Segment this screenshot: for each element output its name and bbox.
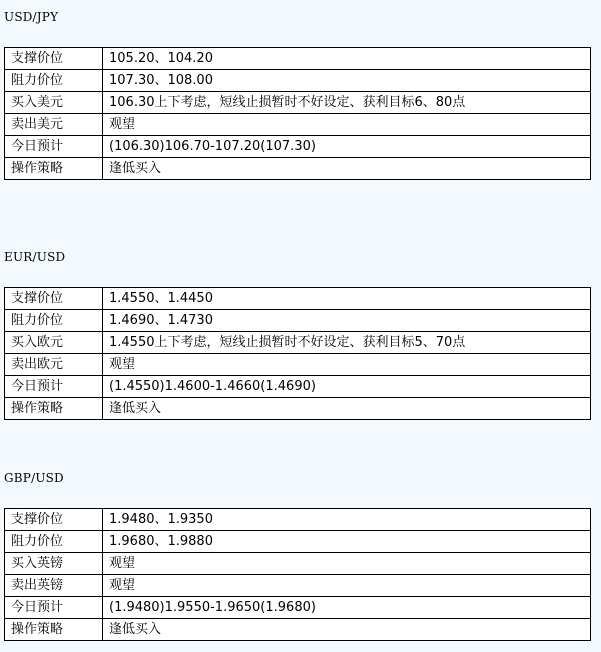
table-row — [5, 70, 591, 92]
row-value-resistance: 1.9680、1.9880 — [103, 531, 591, 553]
row-label-strategy: 操作策略 — [5, 619, 103, 641]
row-value-buy: 观望 — [103, 553, 591, 575]
table-row — [5, 136, 591, 158]
table-row — [5, 92, 591, 114]
row-label-strategy: 操作策略 — [5, 398, 103, 420]
row-value-sell: 观望 — [103, 114, 591, 136]
row-value-buy: 106.30上下考虑，短线止损暂时不好设定、获利目标6、80点 — [103, 92, 591, 114]
row-label-sell: 卖出美元 — [5, 114, 103, 136]
table-row — [5, 158, 591, 180]
eur-usd-table — [4, 287, 591, 420]
table-row — [5, 509, 591, 531]
row-value-resistance: 107.30、108.00 — [103, 70, 591, 92]
section-title-usd-jpy: USD/JPY — [4, 10, 59, 24]
row-value-forecast: (1.9480)1.9550-1.9650(1.9680) — [103, 597, 591, 619]
row-value-forecast: (1.4550)1.4600-1.4660(1.4690) — [103, 376, 591, 398]
row-label-resistance: 阻力价位 — [5, 310, 103, 332]
row-value-strategy: 逢低买入 — [103, 158, 591, 180]
row-label-buy: 买入欧元 — [5, 332, 103, 354]
row-value-support: 1.4550、1.4450 — [103, 288, 591, 310]
gbp-usd-table — [4, 508, 591, 641]
table-row — [5, 376, 591, 398]
row-label-support: 支撑价位 — [5, 509, 103, 531]
section-title-gbp-usd: GBP/USD — [4, 471, 64, 485]
table-row — [5, 619, 591, 641]
row-value-resistance: 1.4690、1.4730 — [103, 310, 591, 332]
row-label-strategy: 操作策略 — [5, 158, 103, 180]
row-value-support: 105.20、104.20 — [103, 48, 591, 70]
row-label-forecast: 今日预计 — [5, 136, 103, 158]
table-row — [5, 398, 591, 420]
row-label-support: 支撑价位 — [5, 288, 103, 310]
row-label-sell: 卖出英镑 — [5, 575, 103, 597]
row-label-resistance: 阻力价位 — [5, 70, 103, 92]
row-label-buy: 买入英镑 — [5, 553, 103, 575]
row-label-buy: 买入美元 — [5, 92, 103, 114]
row-value-sell: 观望 — [103, 354, 591, 376]
row-value-strategy: 逢低买入 — [103, 398, 591, 420]
row-value-sell: 观望 — [103, 575, 591, 597]
row-label-sell: 卖出欧元 — [5, 354, 103, 376]
table-row — [5, 114, 591, 136]
row-value-support: 1.9480、1.9350 — [103, 509, 591, 531]
table-row — [5, 332, 591, 354]
row-label-forecast: 今日预计 — [5, 376, 103, 398]
row-value-buy: 1.4550上下考虑，短线止损暂时不好设定、获利目标5、70点 — [103, 332, 591, 354]
table-row — [5, 597, 591, 619]
row-label-forecast: 今日预计 — [5, 597, 103, 619]
section-title-eur-usd: EUR/USD — [4, 250, 66, 264]
table-row — [5, 288, 591, 310]
table-row — [5, 48, 591, 70]
table-row — [5, 575, 591, 597]
table-row — [5, 354, 591, 376]
row-label-support: 支撑价位 — [5, 48, 103, 70]
table-row — [5, 553, 591, 575]
table-row — [5, 310, 591, 332]
usd-jpy-table — [4, 47, 591, 180]
row-value-strategy: 逢低买入 — [103, 619, 591, 641]
table-row — [5, 531, 591, 553]
row-label-resistance: 阻力价位 — [5, 531, 103, 553]
row-value-forecast: (106.30)106.70-107.20(107.30) — [103, 136, 591, 158]
